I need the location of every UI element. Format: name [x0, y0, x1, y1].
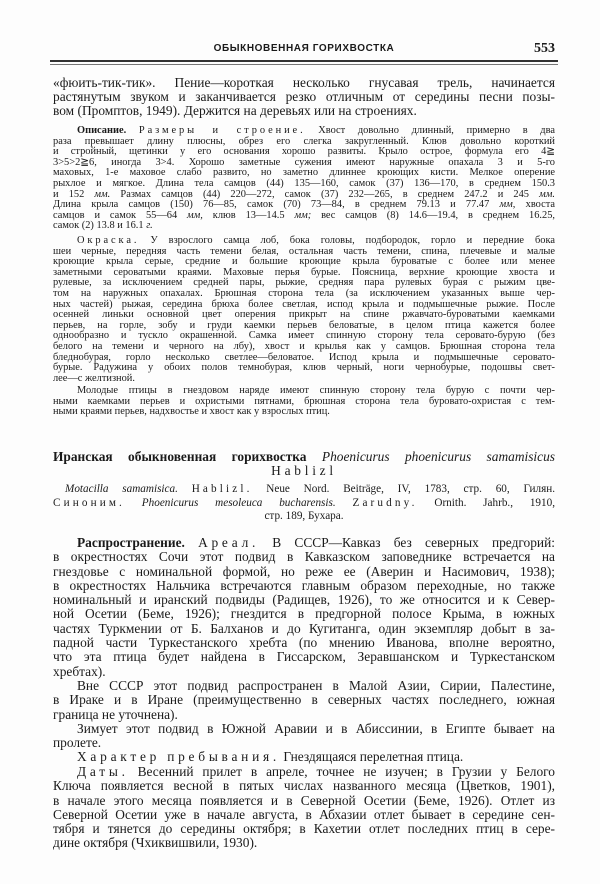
text-run: [185, 535, 198, 550]
coloration-paragraph: [53, 236, 555, 384]
text-line: тября и тянется до середины октября; в Кахетии отлет последних птиц в сере-: [53, 821, 555, 837]
text-line: номинальный и иранский подвиды (Радищев, 1926), то же относится и к Север-: [53, 592, 555, 608]
text-run: [126, 125, 139, 136]
outside-ussr-paragraph: [53, 679, 555, 722]
text-line: Вне СССР этот подвид распространен в Малой Азии, Сирии, Палестине,: [77, 678, 555, 693]
distribution-paragraph: [53, 536, 555, 679]
text-line: ными каемками перьев и охристыми пятнами, брюшная сторона тела буровато-охристая с тем-: [53, 395, 555, 407]
text-run: У взрослого самца лоб, бока головы, подбородок, горло и передние бока: [139, 235, 555, 246]
text-line: 3>5>2≧6, иногда 3>4. Хорошо заметные сужения имеют наружные опахала 3 и 5-го: [53, 156, 555, 168]
italic-text: мм,: [187, 209, 203, 221]
text-run: клюв 13—14.5: [202, 209, 295, 221]
italic-text: мм.: [94, 188, 111, 200]
text-line: [53, 765, 555, 779]
text-line: хребтах).: [53, 663, 106, 679]
description-paragraph: [53, 126, 555, 232]
text-run: хвоста: [515, 199, 556, 211]
residency-paragraph: [53, 750, 555, 764]
italic-text: мм;: [294, 209, 312, 221]
synonymy-block: [53, 483, 555, 524]
juveniles-paragraph: [53, 386, 555, 418]
text-run: Длина крыла самцов (150) 76—85, самок (70) 73—84, в среднем 79.13 и 77.47: [53, 199, 500, 211]
italic-text: г.: [146, 220, 153, 232]
text-line: [53, 221, 555, 232]
text-line: граница не уточнена).: [53, 706, 178, 722]
text-line: ных частей) рыжая, середина брюха более светлая, испод крыла и подмышечные рыжие. После: [53, 298, 555, 310]
text-line: Ключа появляется весной в пятых числах названного месяца (Цветков, 1901),: [53, 778, 555, 794]
text-line: [53, 236, 555, 247]
text-run: и 152: [53, 188, 95, 200]
page-number: 553: [534, 41, 555, 56]
spaced-text: Ареал.: [198, 535, 260, 550]
song-paragraph: [53, 76, 555, 118]
text-line: Северной Осетии уже в начале августа, в Абхазии отлет бывает в середине сен-: [53, 806, 555, 822]
spaced-text: Hablizl: [271, 463, 337, 478]
text-line: [53, 536, 555, 550]
text-line: в окрестностях Нальчика встречаются главным образом переходные, но также: [53, 577, 555, 593]
italic-text: мм,: [499, 199, 516, 211]
text-line: кроющие крыла серые, средние и большие кроющие крыла буроватые с более или менее: [53, 256, 555, 268]
spaced-text: Zarudny.: [352, 496, 418, 509]
italic-text: Phoenicurus mesoleuca bucharensis.: [141, 496, 336, 509]
spaced-text: Характер пребывания.: [77, 749, 281, 764]
text-line: маховых, 1-е маховое слабо развито, но заметно длиннее кроющих кисти. Мелкое оперение: [53, 167, 555, 179]
text-line: растянутым звуком и заканчивается резко отличным от середины песни позы-: [53, 89, 555, 104]
running-head: [53, 43, 555, 57]
text-line: гнездовье с номинальной формой, но реже ее (Аверин и Насимович, 1938);: [53, 563, 555, 579]
text-line: «фюить-тик-тик». Пение—короткая несколько гнусавая трель, начинается: [53, 75, 555, 90]
text-line: Зимует этот подвид в Южной Аравии и в Абиссинии, в Египте бывает на: [77, 721, 555, 736]
text-line: перьев, на горле, зобу и груди каемки перьев беловатые, в целом птица кажется более: [53, 319, 555, 331]
text-line: осенней линьки основной цвет оперения прикрыт на спине ржавчато-буроватыми каемками: [53, 309, 555, 321]
text-line: пролете.: [53, 735, 102, 751]
text-run: В СССР—Кавказ без северных предгорий:: [259, 535, 555, 550]
spaced-text: Синоним.: [53, 496, 125, 509]
text-line: рыхлое и мягкое. Длина тела самцов (44) 135—160, самок (37) 136—170, в среднем 150.3: [53, 177, 555, 189]
text-line: частях Туркмении от Б. Балханов и до Кугитанга, один экземпляр добыт в за-: [53, 620, 555, 636]
text-run: Весенний прилет в апреле, точнее не изучен; в Грузии у Белого: [128, 764, 555, 779]
text-line: заметными сероватыми краями. Маховые перья бурые. Поясница, верхние кроющие хвоста и: [53, 266, 555, 278]
text-line: рулевые, за исключением средней пары, рыжие, средняя пара рулевых бурая с рыжим цве-: [53, 277, 555, 289]
header-rule: [50, 60, 558, 65]
wintering-paragraph: [53, 722, 555, 751]
italic-text: Motacilla samamisica.: [65, 483, 178, 495]
text-run: Размах самцов (44) 220—272, самок (37) 232—265, в среднем 247.2 и 245: [110, 188, 540, 200]
text-line: белого на темени и черного на лбу), хвост и крылья как у самцов. Брюшная сторона тела: [53, 340, 555, 352]
text-line: вом (Промптов, 1949). Держится на деревьях или на строениях.: [53, 103, 417, 118]
text-line: в окрестностях Сочи этот подвид в Кавказском заповеднике встречается на: [53, 549, 555, 565]
dates-paragraph: [53, 765, 555, 851]
text-line: стр. 189, Бухара.: [264, 510, 344, 522]
bold-text: Описание.: [77, 125, 127, 136]
text-line: бурые. Радужина у обоих полов темнобурая, клюв черный, ноги чернобурые, подошвы свет-: [53, 362, 555, 374]
text-run: Хвост довольно длинный, примерно в два: [305, 125, 555, 136]
text-run: [125, 497, 142, 509]
text-run: [336, 497, 353, 509]
bold-text: Распространение.: [77, 535, 185, 550]
text-line: дине октября (Чхиквишвили, 1930).: [53, 835, 258, 851]
spaced-text: Размеры и строение.: [138, 125, 306, 136]
italic-text: Phoenicurus phoenicurus samamisicus: [321, 449, 555, 464]
text-line: падной части Туркестанского хребта (по мнению Иванова, вполне вероятно,: [53, 635, 555, 651]
running-head-title: ОБЫКНОВЕННАЯ ГОРИХВОСТКА: [213, 43, 395, 54]
text-line: и стройный, щетинки у его основания хорошо развиты. Крыло острое, формула его 4≧: [53, 146, 555, 158]
text-line: ной Осетии (Беме, 1926); гнездится в предгорной полосе Крыма, в южных: [53, 606, 555, 622]
text-line: [53, 450, 555, 464]
text-run: [307, 449, 322, 464]
text-line: том на наружных опахалах. Брюшная сторона тела (за исключением указанных выше чер-: [53, 287, 555, 299]
text-line: бледнобурая, горло несколько светлее—беловатое. Испод крыла и подмышечные серовато-: [53, 351, 555, 363]
text-run: самцов и самок 55—64: [53, 209, 188, 221]
text-line: лее—с желтизной.: [53, 372, 135, 384]
text-line: шеи черные, передняя часть темени белая, остальная часть темени, спина, плечевые и малые: [53, 245, 555, 257]
text-run: самок (2) 13.8 и 16.1: [53, 220, 147, 232]
text-line: что эта птица будет найдена в Гиссарском, Зеравшанском и Туркестанском: [53, 649, 555, 665]
text-line: Молодые птицы в гнездовом наряде имеют спинную сторону тела бурую с почти чер-: [77, 385, 555, 396]
spaced-text: Hablizl.: [191, 483, 253, 495]
text-line: ными краями перьев, надхвостье и хвост как у взрослых птиц.: [53, 406, 330, 418]
text-run: [178, 483, 192, 495]
text-run: Neue Nord. Beiträge, IV, 1783, стр. 60, Гилян.: [252, 483, 555, 495]
spaced-text: Окраска.: [77, 235, 140, 246]
text-line: в начале этого месяца появляется и в Северной Осетии (Беме, 1926). Отлет из: [53, 792, 555, 808]
spaced-text: Даты.: [77, 764, 129, 779]
text-line: раза превышает длину плюсны, обрез его слегка закругленный. Клюв довольно короткий: [53, 135, 555, 147]
text-run: вес самцов (8) 14.6—19.4, в среднем 16.25,: [311, 209, 555, 221]
text-line: однообразно и тускло окрашенной. Самка имеет спинную сторону тела серовато-бурую (без: [53, 330, 555, 342]
italic-text: мм.: [539, 188, 555, 200]
text-line: [53, 497, 555, 511]
text-line: [53, 126, 555, 137]
subspecies-heading: [53, 450, 555, 478]
text-run: Гнездящаяся перелетная птица.: [280, 749, 464, 764]
text-run: Ornith. Jahrb., 1910,: [417, 496, 556, 509]
text-line: [53, 464, 555, 478]
bold-text: Иранская обыкновенная горихвостка: [53, 449, 307, 464]
text-line: [53, 483, 555, 497]
text-line: [53, 750, 555, 764]
text-line: в Ираке и в Иране (преимущественно в северных частях последнего, южная: [53, 692, 555, 708]
